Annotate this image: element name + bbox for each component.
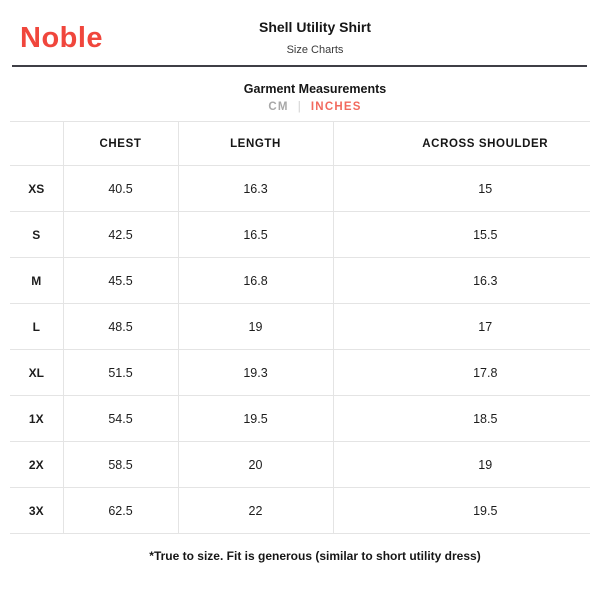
length-value: 22 <box>178 488 333 534</box>
col-header-across-shoulder: ACROSS SHOULDER <box>333 122 590 166</box>
col-header-size <box>10 122 63 166</box>
col-header-chest: CHEST <box>63 122 178 166</box>
unit-toggle <box>268 101 361 113</box>
footnote: *True to size. Fit is generous (similar to short utility dress) <box>149 549 481 563</box>
length-value: 16.3 <box>178 166 333 212</box>
chest-value: 62.5 <box>63 488 178 534</box>
col-header-length: LENGTH <box>178 122 333 166</box>
size-label: XL <box>10 350 63 396</box>
across-shoulder-value: 17.8 <box>333 350 590 396</box>
size-chart-table <box>10 121 590 534</box>
length-value: 20 <box>178 442 333 488</box>
across-shoulder-value: 15.5 <box>333 212 590 258</box>
table-row <box>10 212 590 258</box>
length-value: 16.5 <box>178 212 333 258</box>
title-block <box>259 19 371 56</box>
chest-value: 48.5 <box>63 304 178 350</box>
chest-value: 40.5 <box>63 166 178 212</box>
chest-value: 45.5 <box>63 258 178 304</box>
table-row <box>10 258 590 304</box>
size-label: S <box>10 212 63 258</box>
length-value: 19.5 <box>178 396 333 442</box>
table-header-row <box>10 122 590 166</box>
chest-value: 58.5 <box>63 442 178 488</box>
page-title: Shell Utility Shirt <box>258 19 372 35</box>
table-row <box>10 488 590 534</box>
length-value: 19.3 <box>178 350 333 396</box>
length-value: 16.8 <box>178 258 333 304</box>
size-label: 3X <box>10 488 63 534</box>
section-title: Garment Measurements <box>243 82 387 96</box>
header-divider <box>12 65 587 67</box>
across-shoulder-value: 15 <box>333 166 590 212</box>
table-row <box>10 166 590 212</box>
table-row <box>10 396 590 442</box>
size-label: 2X <box>10 442 63 488</box>
chest-value: 54.5 <box>63 396 178 442</box>
size-label: XS <box>10 166 63 212</box>
table-row <box>10 442 590 488</box>
table-row <box>10 304 590 350</box>
unit-toggle-cm[interactable]: CM <box>268 101 289 113</box>
across-shoulder-value: 18.5 <box>333 396 590 442</box>
table-row <box>10 350 590 396</box>
unit-toggle-divider: | <box>297 101 302 113</box>
size-label: 1X <box>10 396 63 442</box>
size-label: L <box>10 304 63 350</box>
across-shoulder-value: 17 <box>333 304 590 350</box>
length-value: 19 <box>178 304 333 350</box>
brand-logo[interactable]: Noble <box>20 22 104 54</box>
page-subtitle: Size Charts <box>286 44 344 56</box>
chest-value: 42.5 <box>63 212 178 258</box>
chest-value: 51.5 <box>63 350 178 396</box>
across-shoulder-value: 19 <box>333 442 590 488</box>
unit-toggle-inches[interactable]: INCHES <box>310 101 362 113</box>
across-shoulder-value: 19.5 <box>333 488 590 534</box>
size-label: M <box>10 258 63 304</box>
across-shoulder-value: 16.3 <box>333 258 590 304</box>
